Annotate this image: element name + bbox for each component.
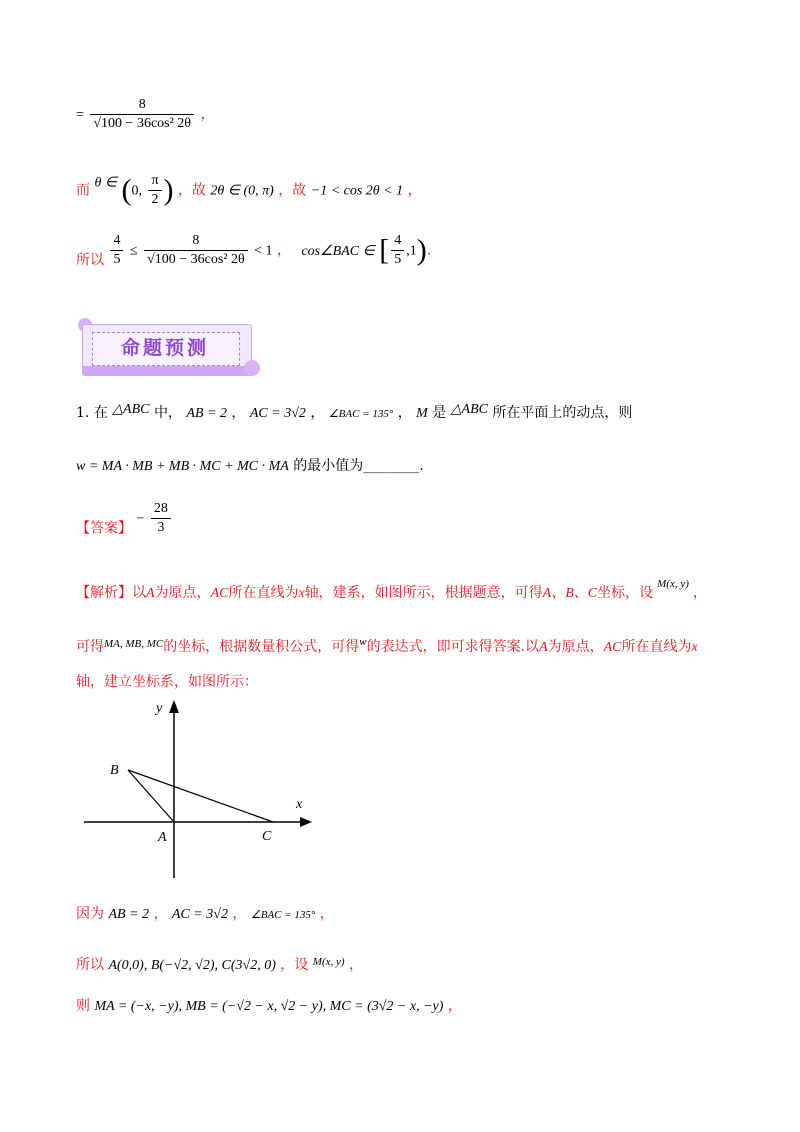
point-m-xy: M(x, y) bbox=[657, 578, 689, 590]
answer-line bbox=[76, 500, 173, 539]
cos-range: −1 < cos 2θ < 1 bbox=[310, 183, 404, 199]
text-suoyi: 所以 bbox=[76, 957, 104, 973]
ac-value: AC = 3√2 bbox=[171, 907, 228, 922]
y-axis-arrow bbox=[169, 700, 179, 713]
denominator: 3 bbox=[157, 520, 165, 535]
one: ,1 bbox=[406, 243, 417, 259]
text: 为原点， bbox=[547, 639, 604, 655]
text: 所在平面上的动点，则 bbox=[492, 405, 633, 421]
x-var: x bbox=[691, 640, 698, 655]
formula-line-1 bbox=[76, 96, 214, 133]
comma: ， bbox=[232, 906, 247, 922]
vector-expressions: MA = (−x, −y), MB = (−√2 − x, √2 − y), MC = (3√2 − x, −y) bbox=[94, 999, 444, 1014]
triangle-abc: △ABC bbox=[112, 402, 150, 417]
banner-underbar bbox=[82, 366, 250, 375]
text-gu-1: ，故 bbox=[177, 182, 206, 199]
cos-bac: cos∠BAC ∈ bbox=[301, 243, 375, 259]
segment-bc bbox=[128, 770, 273, 822]
text-ze: 则 bbox=[76, 998, 90, 1014]
bracket-open: [ bbox=[379, 233, 390, 267]
interval-open: ( bbox=[121, 173, 132, 207]
angle-bac: ∠BAC = 135° bbox=[328, 408, 394, 420]
fraction bbox=[144, 232, 248, 269]
denominator: 5 bbox=[394, 252, 402, 267]
text: 的表达式，即可求得答案.以 bbox=[366, 639, 540, 655]
numerator: 4 bbox=[110, 232, 123, 251]
four-fifths bbox=[110, 232, 123, 269]
pi: π bbox=[148, 172, 161, 191]
comma: ， bbox=[319, 906, 334, 922]
numerator: 4 bbox=[391, 232, 404, 251]
w-expression: w = MA · MB + MB · MC + MC · MA bbox=[76, 459, 289, 474]
points-line bbox=[76, 952, 363, 976]
le-sign: ≤ bbox=[129, 243, 138, 259]
point-a-label: A bbox=[158, 830, 167, 845]
period: . bbox=[426, 242, 432, 259]
comma: ， bbox=[310, 405, 325, 421]
decor-dot bbox=[244, 360, 260, 376]
text: 的坐标，根据数量积公式，可得 bbox=[163, 639, 360, 655]
triangle-abc: △ABC bbox=[450, 402, 488, 417]
question-number: 1. bbox=[76, 405, 90, 421]
pi-over-two bbox=[148, 172, 161, 209]
point-b-label: B bbox=[110, 763, 119, 778]
lt-one: < 1 bbox=[254, 243, 273, 259]
text: 轴，建系，如图所示，根据题意，可得 bbox=[304, 585, 543, 601]
comma: ， bbox=[447, 998, 462, 1014]
text: 以 bbox=[132, 585, 146, 601]
vectors-ma-mb-mc: MA, MB, MC bbox=[104, 638, 164, 650]
text: 所在直线为 bbox=[228, 585, 299, 601]
section-banner bbox=[78, 318, 258, 380]
coordinate-figure bbox=[80, 696, 320, 882]
four-fifths bbox=[391, 232, 404, 269]
text-yinwei: 因为 bbox=[76, 906, 104, 922]
text: 坐标，设 bbox=[597, 585, 654, 601]
x-axis-label: x bbox=[296, 797, 303, 812]
fraction bbox=[90, 96, 194, 133]
text: 是 bbox=[432, 405, 447, 421]
text: 轴，建立坐标系，如图所示： bbox=[76, 674, 258, 690]
text: 可得 bbox=[76, 639, 104, 655]
comma: ， bbox=[153, 906, 168, 922]
formula-line-2 bbox=[76, 172, 422, 209]
segment-ac: AC bbox=[210, 586, 229, 601]
text: 的最小值为________. bbox=[293, 458, 424, 474]
comma: ， bbox=[231, 405, 246, 421]
text: 中， bbox=[153, 405, 182, 421]
comma: ， bbox=[349, 957, 363, 973]
denominator: 5 bbox=[113, 252, 121, 267]
analysis-label: 【解析】 bbox=[76, 585, 132, 601]
because-line bbox=[76, 904, 334, 925]
text: 所在直线为 bbox=[621, 639, 692, 655]
denominator: √100 − 36cos² 2θ bbox=[147, 252, 245, 267]
point-a: A bbox=[146, 586, 155, 601]
vectors-line bbox=[76, 996, 462, 1017]
comma: ， bbox=[277, 242, 292, 259]
segment-ac: AC bbox=[603, 640, 622, 655]
y-axis-label: y bbox=[156, 701, 163, 716]
interval-start: 0, bbox=[131, 183, 142, 199]
numerator: 8 bbox=[144, 232, 248, 251]
analysis-line-1 bbox=[76, 574, 707, 604]
two-theta-range: 2θ ∈ (0, π) bbox=[210, 183, 274, 199]
theta-in: θ ∈ bbox=[94, 175, 118, 191]
analysis-line-2 bbox=[76, 632, 698, 658]
interval-close: ) bbox=[163, 173, 174, 207]
comma: ， bbox=[200, 106, 215, 123]
text-er: 而 bbox=[76, 182, 90, 199]
fraction-numerator: 8 bbox=[90, 96, 194, 115]
text-she: ，设 bbox=[280, 957, 309, 973]
points-abc: A、B、C bbox=[542, 586, 598, 601]
question-1-line-1 bbox=[76, 400, 632, 424]
two: 2 bbox=[151, 192, 159, 207]
point-m: M bbox=[416, 406, 428, 421]
formula-line-3 bbox=[76, 232, 431, 271]
text-gu-2: ，故 bbox=[278, 182, 307, 199]
banner-title: 命题预测 bbox=[120, 337, 209, 359]
bracket-close: ) bbox=[416, 233, 427, 267]
x-axis-arrow bbox=[300, 817, 312, 827]
ab-value: AB = 2 bbox=[186, 406, 227, 421]
point-c-label: C bbox=[262, 829, 272, 844]
text-suoyi: 所以 bbox=[76, 252, 104, 269]
analysis-line-3 bbox=[76, 672, 258, 692]
answer-fraction bbox=[151, 500, 171, 537]
x-var: x bbox=[298, 586, 305, 601]
ac-value: AC = 3√2 bbox=[249, 406, 306, 421]
point-a: A bbox=[539, 640, 548, 655]
point-coordinates: A(0,0), B(−√2, √2), C(3√2, 0) bbox=[108, 958, 276, 973]
point-m-xy: M(x, y) bbox=[312, 956, 345, 968]
text: 在 bbox=[93, 405, 108, 421]
w-var: w bbox=[359, 636, 367, 648]
comma: ， bbox=[692, 585, 707, 601]
minus-sign: − bbox=[136, 511, 145, 527]
numerator: 28 bbox=[151, 500, 171, 519]
text: 为原点， bbox=[154, 585, 211, 601]
comma: ， bbox=[397, 405, 412, 421]
equals-sign: = bbox=[76, 107, 84, 123]
comma: ， bbox=[407, 182, 422, 199]
fraction-denominator: √100 − 36cos² 2θ bbox=[93, 116, 192, 131]
answer-label: 【答案】 bbox=[76, 520, 132, 537]
angle-bac: ∠BAC = 135° bbox=[250, 909, 316, 921]
ab-value: AB = 2 bbox=[108, 907, 150, 922]
question-1-line-2 bbox=[76, 456, 424, 477]
